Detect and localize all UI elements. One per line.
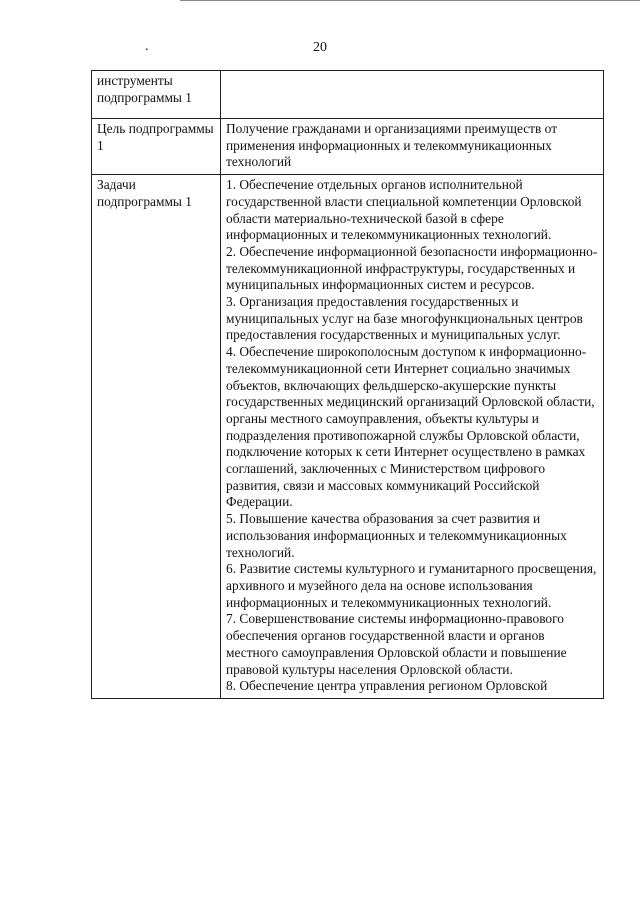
scan-speck: .: [145, 39, 149, 54]
page-number: 20: [313, 40, 327, 55]
page-top-edge-line: [180, 0, 640, 1]
row-content-instruments: [221, 71, 604, 119]
task-item: 5. Повышение качества образования за счет развития и использования информационных и телекоммуникационных технологий.: [226, 511, 567, 560]
task-item: 2. Обеспечение информационной безопасности информационно-телекоммуникационной инфраструктуры, государственных и муниципальных информационных систем и ресурсов.: [226, 243, 598, 293]
task-item: 3. Организация предоставления государственных и муниципальных услуг на базе многофункциональных центров предоставления государственных и муниципальных услуг.: [226, 294, 583, 343]
row-content-tasks: [221, 175, 604, 699]
row-content-goal: [221, 119, 604, 175]
table-row: [92, 71, 604, 119]
task-item: 6. Развитие системы культурного и гуманитарного просвещения, архивного и музейного дела на основе использования информационных и телекоммуникационных технологий.: [226, 561, 597, 610]
subprogram-passport-table: [91, 70, 604, 699]
task-item: 7. Совершенствование системы информационно-правового обеспечения органов государственной власти и органов местного самоуправления Орловской области и повышение правовой культуры населения Орловской области.: [226, 611, 567, 677]
goal-text: Получение гражданами и организациями преимуществ от применения информационных и телекоммуникационных технологий: [226, 121, 558, 170]
task-item: 4. Обеспечение широкополосным доступом к информационно-телекоммуникационной сети Интернет социально значимых объектов, включающих фельдшерско-акушерские пункты государственных медицинский организаций Орловской области, органы местного самоуправления, объекты культуры и подразделения противопожарной службы Орловской области, подключение которых к сети Интернет осуществлено в рамках соглашений, заключенных с Министерством цифрового развития, связи и массовых коммуникаций Российской Федерации.: [226, 344, 595, 510]
row-label-goal: Цель подпрограммы 1: [92, 119, 221, 175]
table-row: [92, 119, 604, 175]
row-label-instruments: инструменты подпрограммы 1: [92, 71, 221, 119]
task-item: 1. Обеспечение отдельных органов исполнительной государственной власти специальной компетенции Орловской области материально-технической базой в сфере информационных и телекоммуникационных технологий.: [226, 177, 582, 243]
task-item: 8. Обеспечение центра управления регионом Орловской: [226, 678, 548, 694]
row-label-tasks: Задачи подпрограммы 1: [92, 175, 221, 699]
table-row: [92, 175, 604, 699]
